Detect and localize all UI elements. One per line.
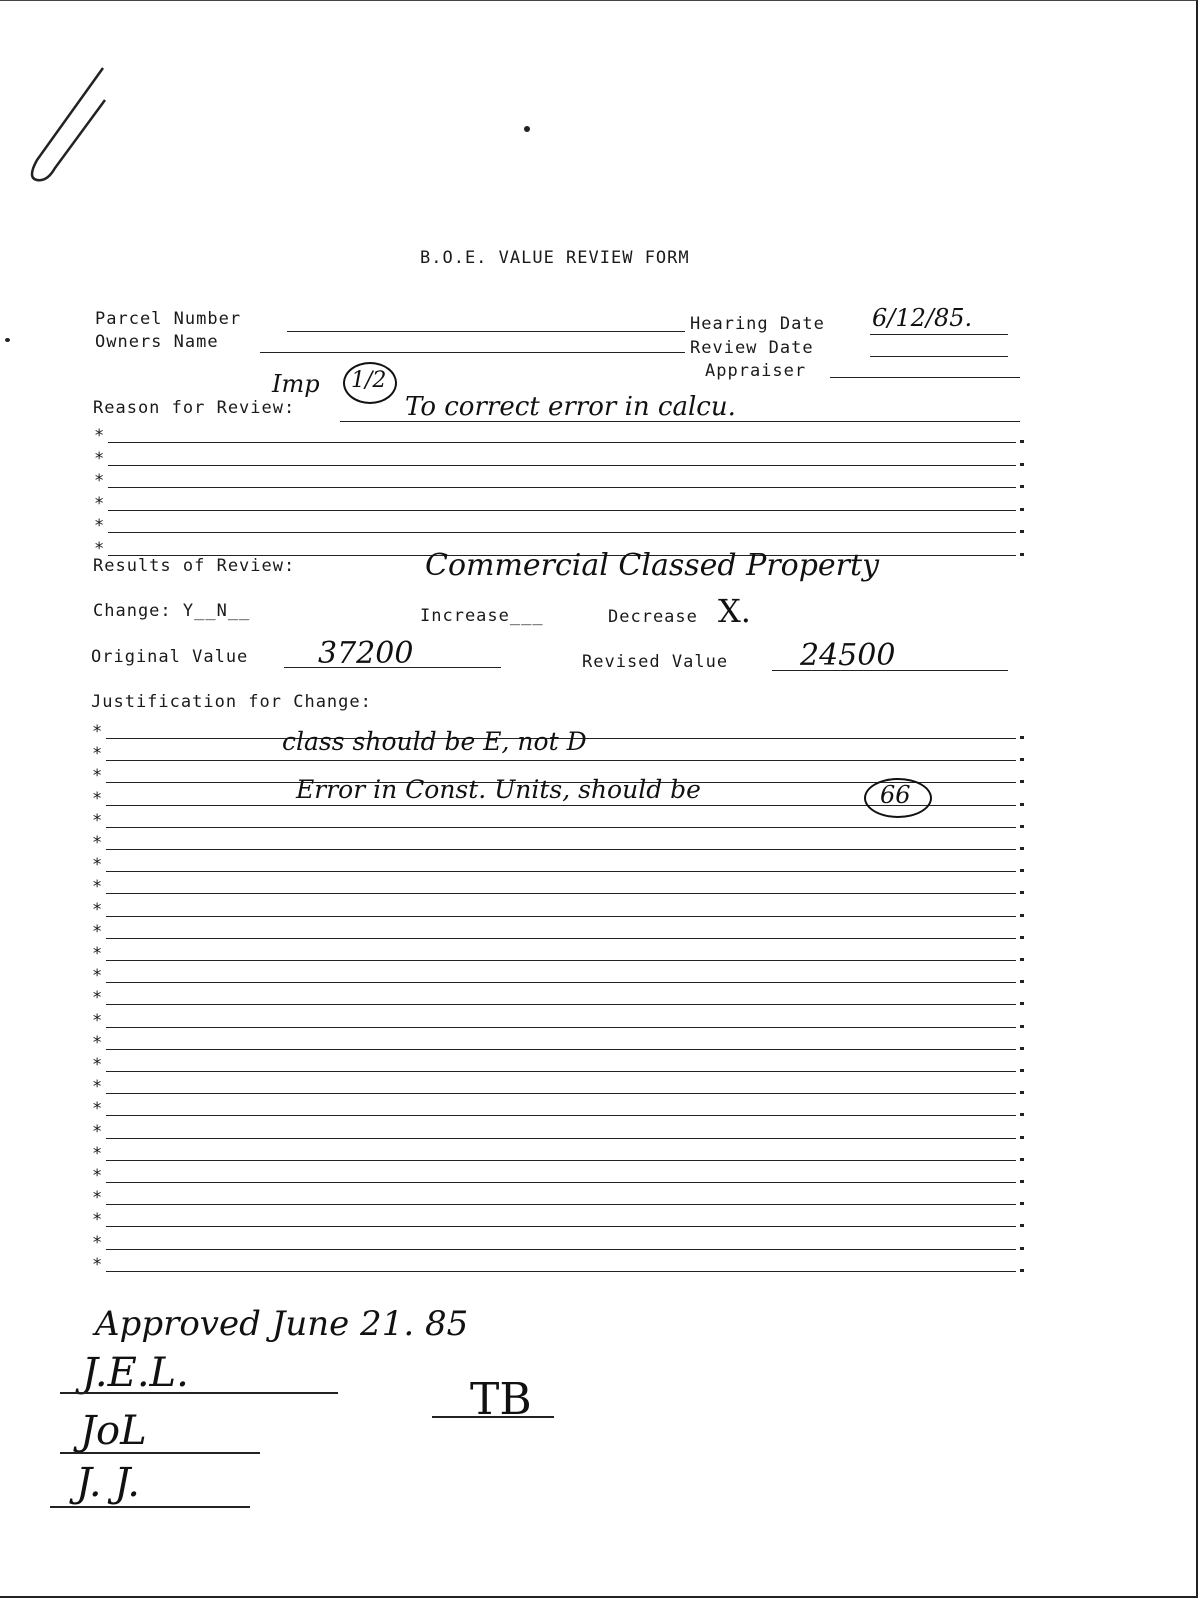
justification-bullet: * <box>92 988 103 1009</box>
reason-extra-line <box>108 510 1016 511</box>
approval-initials-1: J.E.L. <box>82 1350 189 1396</box>
justification-line <box>106 760 1016 761</box>
reason-extra-line-end <box>1020 530 1024 533</box>
justification-line <box>106 916 1016 917</box>
reason-extra-bullet: * <box>94 471 105 491</box>
justification-line-end <box>1020 1269 1024 1272</box>
justification-line <box>106 1160 1016 1161</box>
decrease-label: Decrease <box>608 607 698 627</box>
justification-bullet: * <box>92 877 103 898</box>
decrease-mark: X. <box>718 592 751 630</box>
owners-name-line <box>260 352 685 353</box>
justification-line-end <box>1020 914 1024 917</box>
parcel-number-label: Parcel Number <box>95 309 242 329</box>
justification-line <box>106 1138 1016 1139</box>
results-value: Commercial Classed Property <box>425 548 880 583</box>
justification-line <box>106 938 1016 939</box>
reason-extra-bullet: * <box>94 493 105 514</box>
appraiser-label: Appraiser <box>705 361 807 381</box>
justification-line-end <box>1020 1180 1024 1183</box>
reason-extra-line <box>108 487 1016 488</box>
justification-line <box>106 1271 1016 1272</box>
justification-bullet: * <box>92 722 103 742</box>
justification-line <box>106 1115 1016 1116</box>
justification-line-2: Error in Const. Units, should be <box>296 775 701 804</box>
justification-line-end <box>1020 869 1024 872</box>
form-title: B.O.E. VALUE REVIEW FORM <box>420 248 690 268</box>
justification-line-end <box>1020 936 1024 939</box>
change-label: Change: Y__N__ <box>93 601 251 621</box>
justification-line <box>106 1182 1016 1183</box>
justification-bullet: * <box>92 1121 103 1142</box>
justification-line-end <box>1020 1025 1024 1028</box>
revised-value: 24500 <box>800 638 896 673</box>
approval-line-2 <box>60 1452 260 1454</box>
justification-line-end <box>1020 1247 1024 1250</box>
hearing-date-value: 6/12/85. <box>872 304 973 332</box>
reason-extra-line <box>108 465 1016 466</box>
approval-line-1 <box>60 1392 338 1394</box>
approval-line-3 <box>50 1506 250 1508</box>
reason-extra-line-end <box>1020 440 1024 443</box>
original-value-label: Original Value <box>91 647 249 667</box>
justification-line <box>106 1093 1016 1094</box>
justification-line-end <box>1020 1047 1024 1050</box>
justification-bullet: * <box>92 833 103 853</box>
justification-bullet: * <box>92 966 103 987</box>
justification-bullet: * <box>92 744 103 765</box>
paperclip-mark <box>15 60 115 190</box>
justification-line-1: class should be E, not D <box>282 727 587 756</box>
justification-bullet: * <box>92 1210 103 1231</box>
approval-line-tb <box>432 1416 554 1418</box>
justification-line <box>106 871 1016 872</box>
justification-bullet: * <box>92 1099 103 1120</box>
revised-value-label: Revised Value <box>582 652 729 672</box>
reason-extra-bullet: * <box>94 538 105 559</box>
justification-bullet: * <box>92 1077 103 1098</box>
justification-bullet: * <box>92 1010 103 1031</box>
hearing-date-line <box>870 334 1008 335</box>
original-value-line <box>284 667 501 668</box>
justification-line-end <box>1020 803 1024 806</box>
reason-extra-line <box>108 442 1016 443</box>
justification-line-end <box>1020 891 1024 894</box>
justification-line-end <box>1020 847 1024 850</box>
review-date-label: Review Date <box>690 338 814 358</box>
justification-line-end <box>1020 1069 1024 1072</box>
reason-line <box>340 421 1020 422</box>
justification-line-end <box>1020 1158 1024 1161</box>
justification-line-end <box>1020 1002 1024 1005</box>
justification-line-end <box>1020 736 1024 739</box>
justification-line-end <box>1020 1202 1024 1205</box>
reason-extra-line-end <box>1020 508 1024 511</box>
justification-bullet: * <box>92 1166 103 1186</box>
approval-text: Approved June 21. 85 <box>95 1304 469 1344</box>
justification-line <box>106 1027 1016 1028</box>
justification-bullet: * <box>92 788 103 809</box>
reason-extra-line-end <box>1020 485 1024 488</box>
hearing-date-label: Hearing Date <box>690 314 825 334</box>
owners-name-label: Owners Name <box>95 332 219 352</box>
justification-line <box>106 1004 1016 1005</box>
justification-circled-text: 66 <box>880 781 911 809</box>
justification-bullet: * <box>92 810 103 831</box>
appraiser-line <box>830 377 1020 378</box>
review-date-line <box>870 356 1008 357</box>
justification-line-end <box>1020 1091 1024 1094</box>
approval-initials-tb: TB <box>470 1374 532 1425</box>
reason-extra-line-end <box>1020 553 1024 556</box>
justification-line-end <box>1020 958 1024 961</box>
justification-bullet: * <box>92 766 103 787</box>
justification-circled-value <box>864 778 932 818</box>
justification-line <box>106 893 1016 894</box>
justification-line <box>106 982 1016 983</box>
justification-line <box>106 1226 1016 1227</box>
reason-extra-line <box>108 532 1016 533</box>
justification-line-end <box>1020 825 1024 828</box>
approval-initials-3: J. J. <box>76 1460 141 1506</box>
reason-note-circled-text: 1/2 <box>351 368 387 393</box>
justification-bullet: * <box>92 899 103 920</box>
parcel-number-line <box>287 331 685 332</box>
increase-label: Increase___ <box>420 606 544 626</box>
revised-value-line <box>772 670 1008 671</box>
justification-bullet: * <box>92 944 103 964</box>
justification-line <box>106 1071 1016 1072</box>
reason-extra-bullet: * <box>94 426 105 446</box>
justification-bullet: * <box>92 1055 103 1075</box>
justification-line <box>106 1249 1016 1250</box>
reason-label: Reason for Review: <box>93 398 296 418</box>
justification-line <box>106 1204 1016 1205</box>
justification-line-end <box>1020 1136 1024 1139</box>
justification-line-end <box>1020 980 1024 983</box>
reason-extra-bullet: * <box>94 516 105 536</box>
justification-line <box>106 849 1016 850</box>
speck <box>524 126 530 132</box>
justification-label: Justification for Change: <box>91 692 372 712</box>
justification-line <box>106 1049 1016 1050</box>
justification-bullet: * <box>92 1143 103 1164</box>
justification-bullet: * <box>92 855 103 876</box>
justification-bullet: * <box>92 921 103 942</box>
justification-line-end <box>1020 780 1024 783</box>
justification-line <box>106 960 1016 961</box>
justification-bullet: * <box>92 1032 103 1053</box>
justification-line-end <box>1020 758 1024 761</box>
justification-line <box>106 827 1016 828</box>
results-label: Results of Review: <box>93 556 296 576</box>
approval-initials-2: JoL <box>80 1408 147 1454</box>
reason-extra-bullet: * <box>94 448 105 469</box>
reason-extra-line-end <box>1020 463 1024 466</box>
justification-bullet: * <box>92 1232 103 1253</box>
reason-note: Imp <box>272 370 320 398</box>
reason-value: To correct error in calcu. <box>405 392 736 422</box>
original-value: 37200 <box>318 636 414 671</box>
justification-line-end <box>1020 1224 1024 1227</box>
reason-note-circled <box>343 362 397 404</box>
justification-bullet: * <box>92 1254 103 1275</box>
justification-bullet: * <box>92 1188 103 1209</box>
speck <box>5 338 10 342</box>
justification-line-end <box>1020 1113 1024 1116</box>
